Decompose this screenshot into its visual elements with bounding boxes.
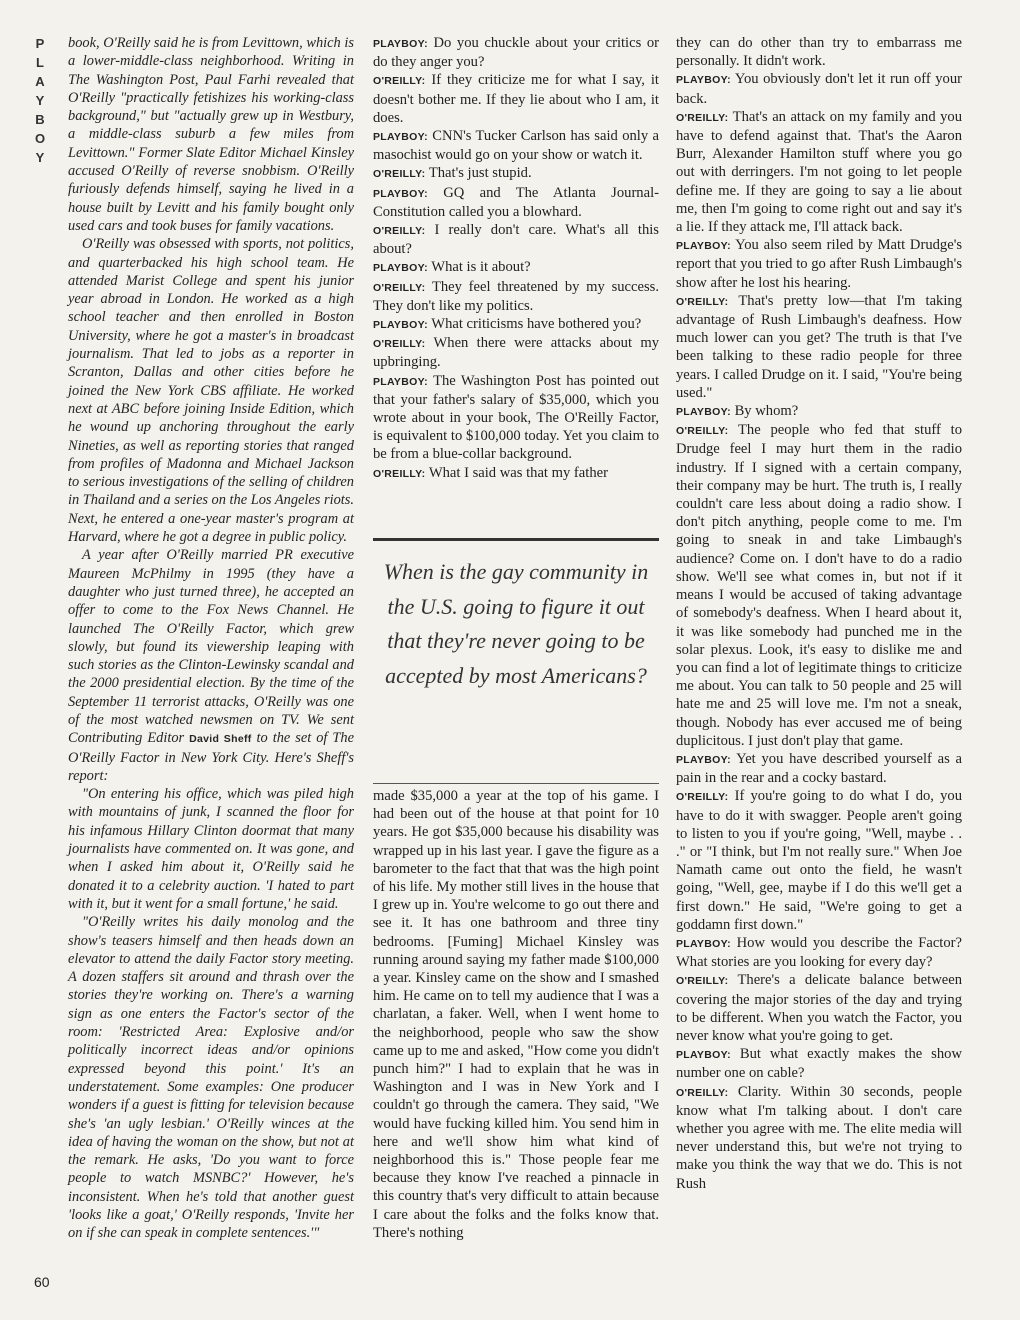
interview-exchange xyxy=(676,787,962,934)
interview-exchange xyxy=(373,372,659,464)
interview-exchange xyxy=(373,334,659,371)
speech-text: The people who fed that stuff to Drudge feel I may hurt them in the radio industry. If I signed with a certain company, their company may be hurt. The truth is, I really couldn't care less about doing a radio show. I don't pitch anything, people come to me. I'm going to sneak in and take Limbaugh's audience? Come on. I don't have to do a radio show. We'll see what comes in, but not if it means I would be accused of taking advantage of somebody's deafness. When I heard about it, it was like somebody had punched me in the solar plexus. Look, it's easy to dislike me and you can find a lot of legitimate things to criticize me about. You can talk to 50 people and 25 will hate me and 25 will love me. I'm not a sneak, though. Nobody has ever accused me of being duplicitous. I just don't play that game. xyxy=(676,422,962,749)
interview-exchange xyxy=(373,184,659,221)
interview-exchange xyxy=(373,34,659,71)
running-head-letter: A xyxy=(35,74,45,89)
speech-text: There's a delicate balance between covering the major stories of the day and trying to be different. When you watch the Factor, you never know what you're going to get. xyxy=(676,972,962,1044)
running-head-letter: B xyxy=(35,112,45,127)
speech-text: Yet you have described yourself as a pain in the rear and a cocky bastard. xyxy=(676,750,962,787)
speech-text: Clarity. Within 30 seconds, people know what I'm talking about. I don't care whether you agree with me. The elite media will never understand this, but we're not trying to make you think the way that we do. This is not Rush xyxy=(676,1083,962,1192)
interview-exchange xyxy=(676,934,962,971)
interview-exchange xyxy=(373,278,659,315)
speaker-label: PLAYBOY: xyxy=(373,375,428,388)
speaker-label: O'REILLY: xyxy=(676,425,729,438)
speech-text: If you're going to do what I do, you have to do it with swagger. People aren't going to listen to you if you're going, "Well, maybe . . ." or "I think, but I'm not really sure." When Joe Namath came out onto the field, he wasn't going, "Well, gee, maybe if I do this we'll get a first down." He said, "We're going to get a goddamn first down." xyxy=(676,788,962,933)
speaker-label: PLAYBOY: xyxy=(676,74,731,87)
speech-text: What is it about? xyxy=(427,259,531,276)
speech-text: When there were attacks about my upbringing. xyxy=(373,335,659,371)
speaker-label: PLAYBOY: xyxy=(676,753,731,766)
speaker-label: O'REILLY: xyxy=(373,75,426,88)
answer-continuation: they can do other than try to embarrass me personally. It didn't work. xyxy=(676,35,962,70)
speech-text: They feel threatened by my success. They don't like my politics. xyxy=(373,278,659,314)
intro-paragraph: book, O'Reilly said he is from Levittown, which is a lower-middle-class neighborhood. Writing in The Washington Post, Paul Farhi revealed that O'Reilly "practically fetishizes his working-class background," but "actually grew up in Westbury, a middle-class suburb a few miles from Levittown." Former Slate Editor Michael Kinsley accused O'Reilly of reverse snobbism. O'Reilly furiously defends himself, saying he lived in a house built by Levitt and his family bought only used cars and took buses for family vacations. xyxy=(68,35,354,234)
interview-column-2 xyxy=(373,34,659,483)
intro-paragraph: "O'Reilly writes his daily monolog and the show's teasers himself and then heads down an elevator to attend the daily Factor story meeting. A dozen staffers sit around and thrash over the stories they're working on. There's a warning sign as one enters the Factor's sector of the room: 'Restricted Area: Explosive and/or politically incorrect ideas and/or opinions expressed beyond this point.' It's an understatement. Some examples: One producer wonders if a guest is fitting for television because she's 'an ugly lesbian.' O'Reilly winces at the idea of having the woman on the show, but not at the remark. He asks, 'Do you want to force people to watch MSNBC?' However, he's inconsistent. When he's told that another guest 'looks like a goat,' O'Reilly responds, 'Invite her on if she can speak in complete sentences.'" xyxy=(68,914,354,1242)
page-number: 60 xyxy=(34,1274,50,1290)
speaker-label: PLAYBOY: xyxy=(676,937,731,950)
interview-exchange xyxy=(373,315,659,334)
speaker-label: O'REILLY: xyxy=(676,111,729,124)
speech-text: That's just stupid. xyxy=(425,165,532,182)
speech-text: GQ and The Atlanta Journal-Constitution called you a blowhard. xyxy=(373,184,659,220)
running-head-letter: P xyxy=(35,36,45,51)
interview-exchange xyxy=(676,70,962,107)
interview-exchange xyxy=(373,221,659,258)
speaker-label: PLAYBOY: xyxy=(676,240,731,253)
speech-text: That's pretty low—that I'm taking advantage of Rush Limbaugh's deafness. How much lower can you get? The truth is that I've been talking to these radio people for three years. I called Drudge on it. I said, "You're being used." xyxy=(676,292,962,401)
speaker-label: O'REILLY: xyxy=(373,467,426,480)
interview-exchange xyxy=(373,258,659,277)
editor-name: David Sheff xyxy=(189,733,252,746)
speech-text: You obviously don't let it run off your back. xyxy=(676,71,962,107)
speaker-label: PLAYBOY: xyxy=(373,262,428,275)
speech-text: If they criticize me for what I say, it doesn't bother me. If they lie about who I am, it does. xyxy=(373,72,659,126)
speech-text: CNN's Tucker Carlson has said only a masochist would go on your show or watch it. xyxy=(373,128,659,164)
interview-exchange xyxy=(676,1045,962,1082)
running-head-letter: L xyxy=(36,55,44,70)
speech-text: By whom? xyxy=(730,403,799,420)
speaker-label: O'REILLY: xyxy=(676,1086,729,1099)
speech-text: I really don't care. What's all this about? xyxy=(373,222,659,258)
speech-text: The Washington Post has pointed out that your father's salary of $35,000, which you wrote about in your book, The O'Reilly Factor, is equivalent to $100,000 today. Yet you claim to be from a blue-collar background. xyxy=(373,372,659,463)
speaker-label: PLAYBOY: xyxy=(373,187,428,200)
speech-text: What criticisms have bothered you? xyxy=(427,316,642,333)
intro-column xyxy=(68,34,354,1243)
interview-column-2-continued xyxy=(373,787,659,1242)
speech-text: How would you describe the Factor? What stories are you looking for every day? xyxy=(676,934,962,971)
speaker-label: O'REILLY: xyxy=(676,975,729,988)
speaker-label: O'REILLY: xyxy=(373,225,426,238)
speech-text: You also seem riled by Matt Drudge's report that you tried to go after Rush Limbaugh's show after he lost his hearing. xyxy=(676,237,962,291)
interview-exchange xyxy=(373,164,659,183)
intro-text: to the set of The O'Reilly Factor in New York City. Here's Sheff's report: xyxy=(68,730,354,784)
pull-quote xyxy=(373,538,659,784)
interview-exchange xyxy=(676,108,962,236)
interview-exchange xyxy=(676,236,962,292)
speaker-label: O'REILLY: xyxy=(373,281,426,294)
interview-exchange xyxy=(676,971,962,1045)
interview-exchange xyxy=(676,1083,962,1193)
answer-continuation: made $35,000 a year at the top of his game. I had been out of the house at that point for 10 years. He got $35,000 because his disability was wrapped up in his last year. I gave the figure as a barometer to the fact that that was the high point of his life. My mother still lives in the house that I grew up in. You're welcome to go out there and see it. It has one bathroom and three tiny bedrooms. [Fuming] Michael Kinsley was running around saying my father made $100,000 a year. Kinsley came on the show and I smashed him. He came on to tell my audience that I was a charlatan, a faker. Well, when I went home to the neighborhood, people who saw the show came up to me and asked, "How come you didn't punch him?" I had to explain that he was in Washington and I was in New York and I couldn't go through the camera. They said, "We would have fucking killed him. You send him in here and we'll show him what kind of neighborhood this is." Those people fear me because they know I've reached a pinnacle in this country that's very difficult to attain because I care about the folks and the folks know that. There's nothing xyxy=(373,788,659,1241)
speech-text: What I said was that my father xyxy=(425,464,608,481)
running-head xyxy=(30,34,50,167)
speaker-label: O'REILLY: xyxy=(373,338,426,351)
interview-exchange xyxy=(373,127,659,164)
speech-text: That's an attack on my family and you have to defend against that. That's the Aaron Burr, Alexander Hamilton stuff where you go out with derringers. I'm not going to let people define me. If they are going to say a lie about me, then I'm going to come right out and say it's a lie. If they attack me, I'll attack back. xyxy=(676,108,962,236)
running-head-letter: Y xyxy=(35,150,45,165)
intro-paragraph: "On entering his office, which was piled high with mountains of junk, I scanned the floor for his infamous Hillary Clinton doormat that many journalists have commented on. It was gone, and when I asked him about it, O'Reilly said he donated it to a celebrity auction. 'I hated to part with it, but it went for a small fortune,' he said. xyxy=(68,786,354,912)
speaker-label: PLAYBOY: xyxy=(373,38,428,50)
interview-exchange xyxy=(373,71,659,127)
interview-exchange xyxy=(676,421,962,750)
interview-exchange xyxy=(676,402,962,421)
running-head-letter: O xyxy=(34,131,46,146)
speaker-label: O'REILLY: xyxy=(676,295,729,308)
interview-exchange xyxy=(676,292,962,402)
speaker-label: PLAYBOY: xyxy=(676,406,731,419)
interview-exchange xyxy=(373,464,659,483)
speaker-label: PLAYBOY: xyxy=(373,131,428,144)
speaker-label: O'REILLY: xyxy=(373,168,426,181)
running-head-letter: Y xyxy=(35,93,45,108)
speaker-label: PLAYBOY: xyxy=(676,1049,731,1062)
intro-text: A year after O'Reilly married PR executive Maureen McPhilmy in 1995 (they have a daughter who just turned three), he accepted an offer to come to the Fox News Channel. He launched The O'Reilly Factor, which grew slowly, but found its viewership leaping with such stories as the Clinton-Lewinsky scandal and the 2000 presidential election. By the time of the September 11 terrorist attacks, O'Reilly was one of the most watched newsmen on TV. We sent Contributing Editor xyxy=(68,547,354,747)
intro-paragraph xyxy=(68,546,354,785)
speaker-label: PLAYBOY: xyxy=(373,319,428,332)
intro-paragraph: O'Reilly was obsessed with sports, not politics, and quarterbacked his high school team. He attended Marist College and spent his junior year abroad in London. He worked as a high school teacher and then enrolled in Boston University, where he got a master's in broadcast journalism. That led to jobs as a reporter in Scranton, Dallas and other cities before he joined the New York CBS affiliate. He worked next at ABC before joining Inside Edition, which he wound up anchoring throughout the early Nineties, as well as reporting stories that ranged from profiles of Madonna and Michael Jackson to serious investigations of the selling of children in Thailand and a series on the Los Angeles riots. Next, he entered a one-year master's program at Harvard, where he got a degree in public policy. xyxy=(68,236,354,546)
speech-text: But what exactly makes the show number one on cable? xyxy=(676,1046,962,1082)
interview-exchange xyxy=(676,750,962,787)
interview-column-3 xyxy=(676,34,962,1193)
speaker-label: O'REILLY: xyxy=(676,791,729,804)
pull-quote-text: When is the gay community in the U.S. going to figure it out that they're never going to be accepted by most Americans? xyxy=(383,559,649,688)
speech-text: Do you chuckle about your critics or do they anger you? xyxy=(373,35,659,71)
